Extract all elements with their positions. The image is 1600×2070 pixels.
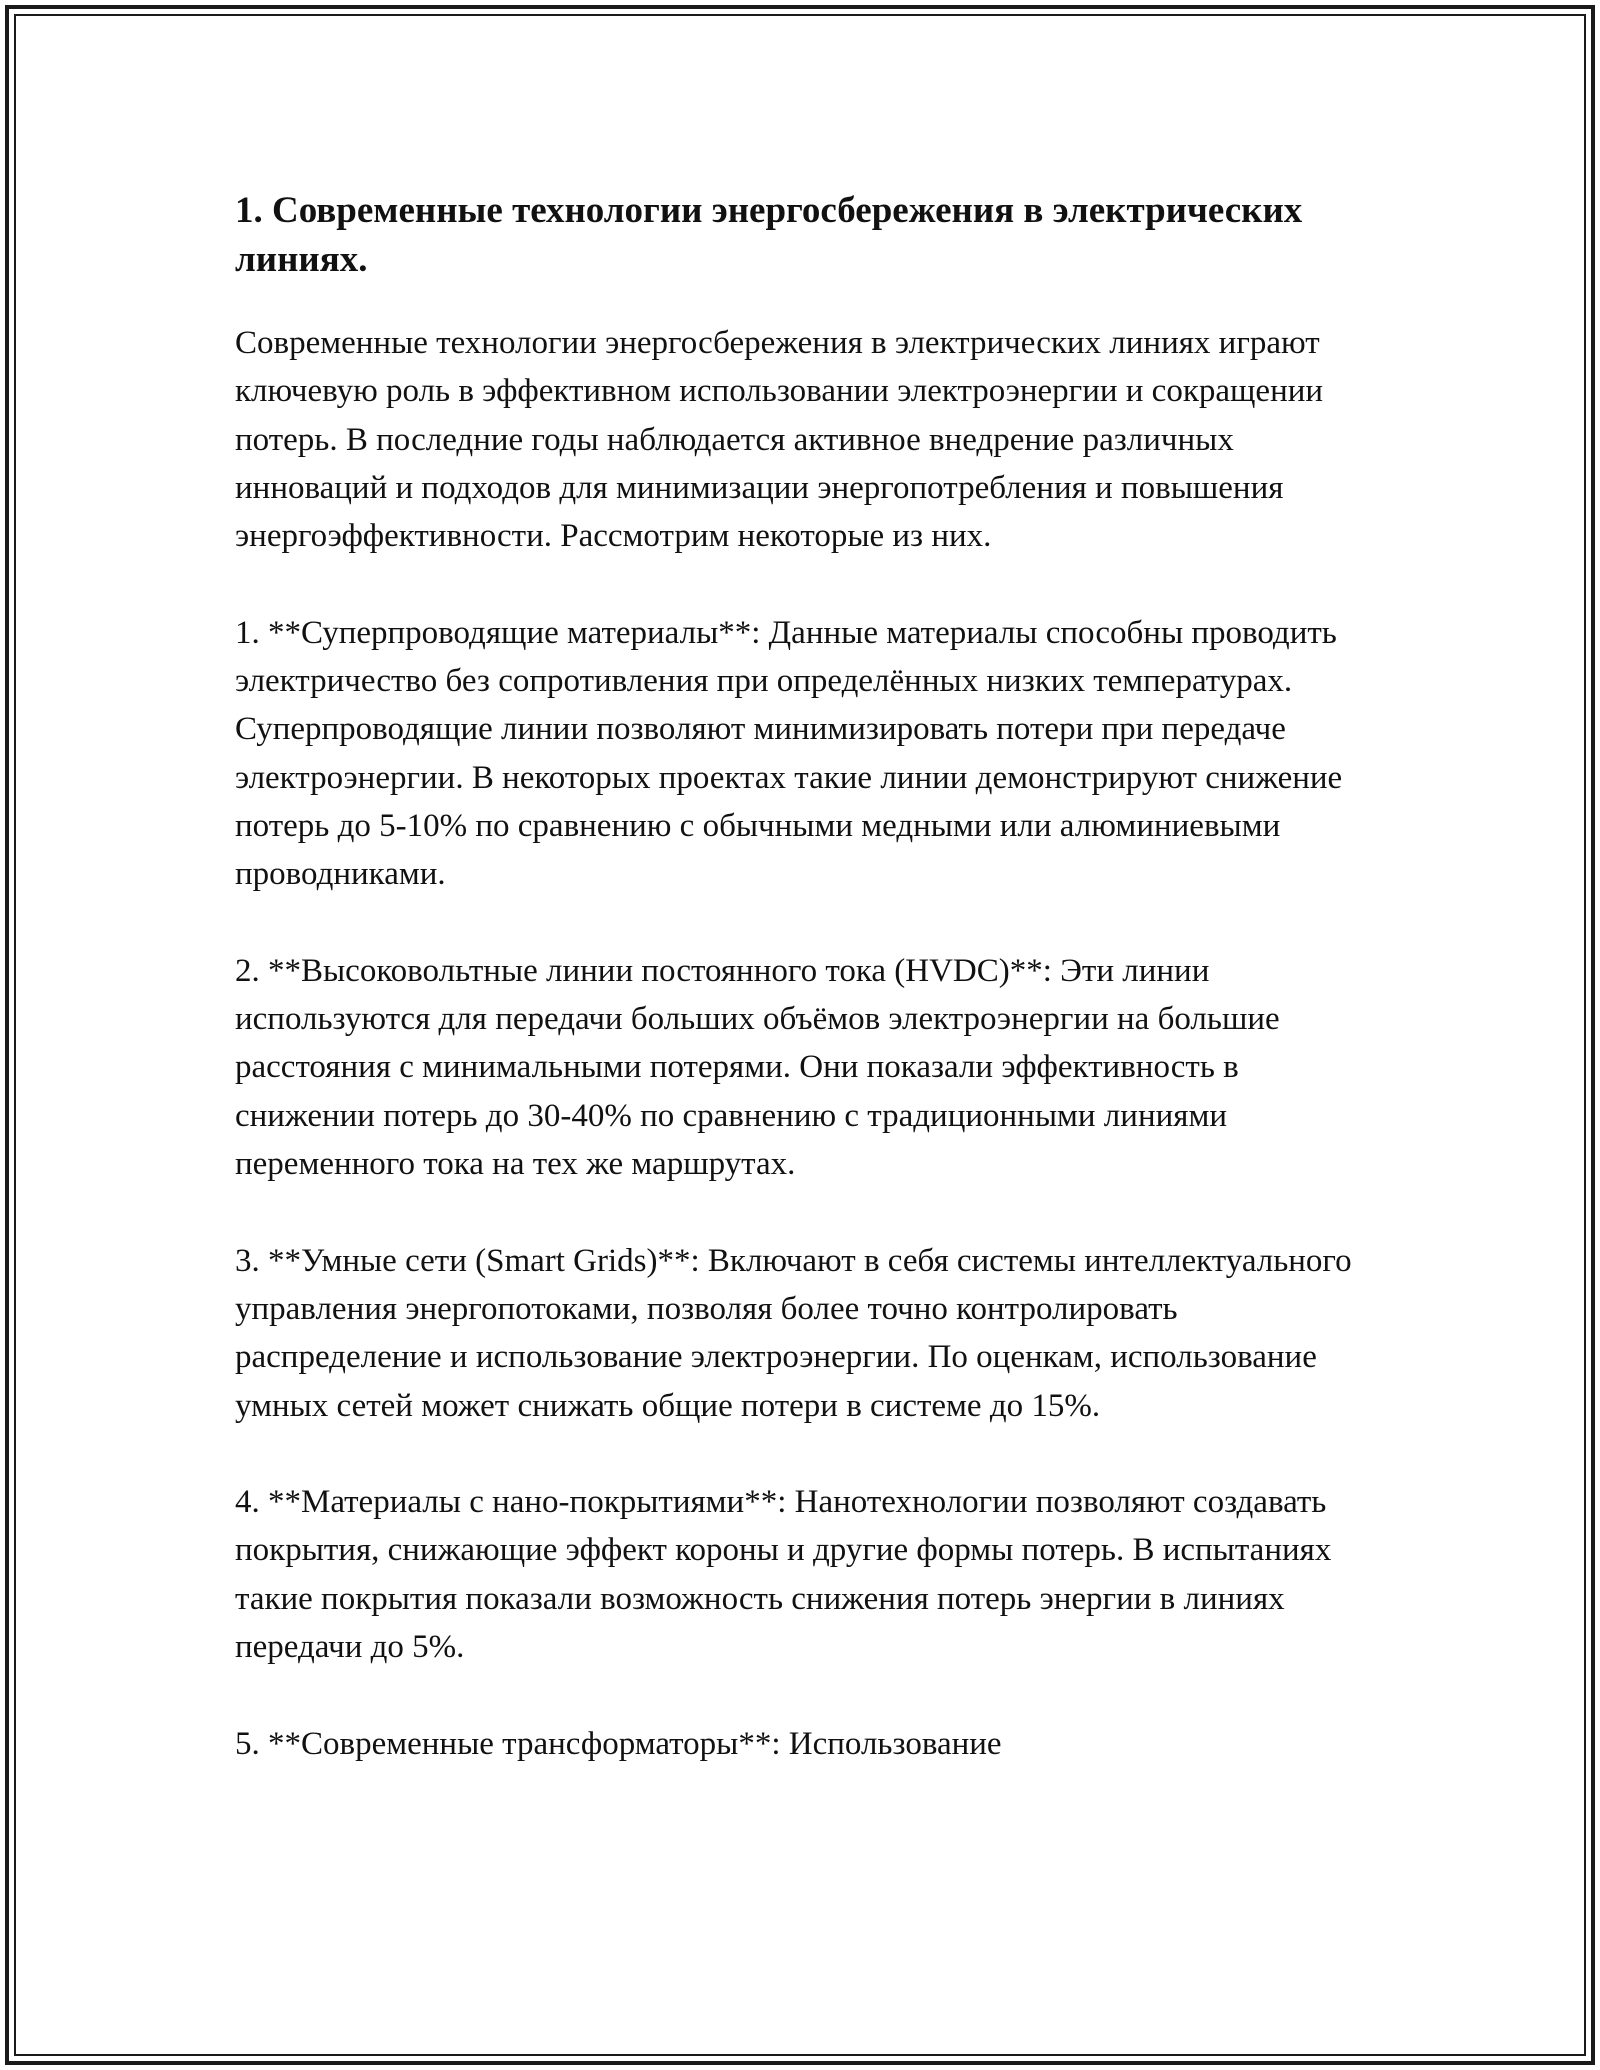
list-item-hvdc: 2. **Высоковольтные линии постоянного тока (HVDC)**: Эти линии используются для передачи больших объёмов электроэнергии на большие расстояния с минимальными потерями. Они показали эффективность в снижении потерь до 30-40% по сравнению с традиционными линиями переменного тока на тех же маршрутах. bbox=[235, 952, 1280, 1183]
list-item-smart-grids: 3. **Умные сети (Smart Grids)**: Включают в себя системы интеллектуального управления энергопотоками, позволяя более точно контролировать распределение и использование электроэнергии. По оценкам, использование умных сетей может снижать общие потери в системе до 15%. bbox=[235, 1242, 1352, 1424]
list-item-nano-coatings: 4. **Материалы с нано-покрытиями**: Нанотехнологии позволяют создавать покрытия, снижающие эффект короны и другие формы потерь. В испытаниях такие покрытия показали возможность снижения потерь энергии в линиях передачи до 5%. bbox=[235, 1484, 1332, 1666]
list-item-transformers: 5. **Современные трансформаторы**: Использование bbox=[235, 1725, 1002, 1762]
section-heading: 1. Современные технологии энергосбережения в электрических линиях. bbox=[235, 190, 1303, 280]
intro-paragraph: Современные технологии энергосбережения в электрических линиях играют ключевую роль в эффективном использовании электроэнергии и сокращении потерь. В последние годы наблюдается активное внедрение различных инноваций и подходов для минимизации энергопотребления и повышения энергоэффективности. Рассмотрим некоторые из них. bbox=[235, 325, 1324, 555]
document-body bbox=[235, 186, 1385, 1768]
list-item-superconductors: 1. **Суперпроводящие материалы**: Данные материалы способны проводить электричество без сопротивления при определённых низких температурах. Суперпроводящие линии позволяют минимизировать потери при передаче электроэнергии. В некоторых проектах такие линии демонстрируют снижение потерь до 5-10% по сравнению с обычными медными или алюминиевыми проводниками. bbox=[235, 614, 1343, 893]
